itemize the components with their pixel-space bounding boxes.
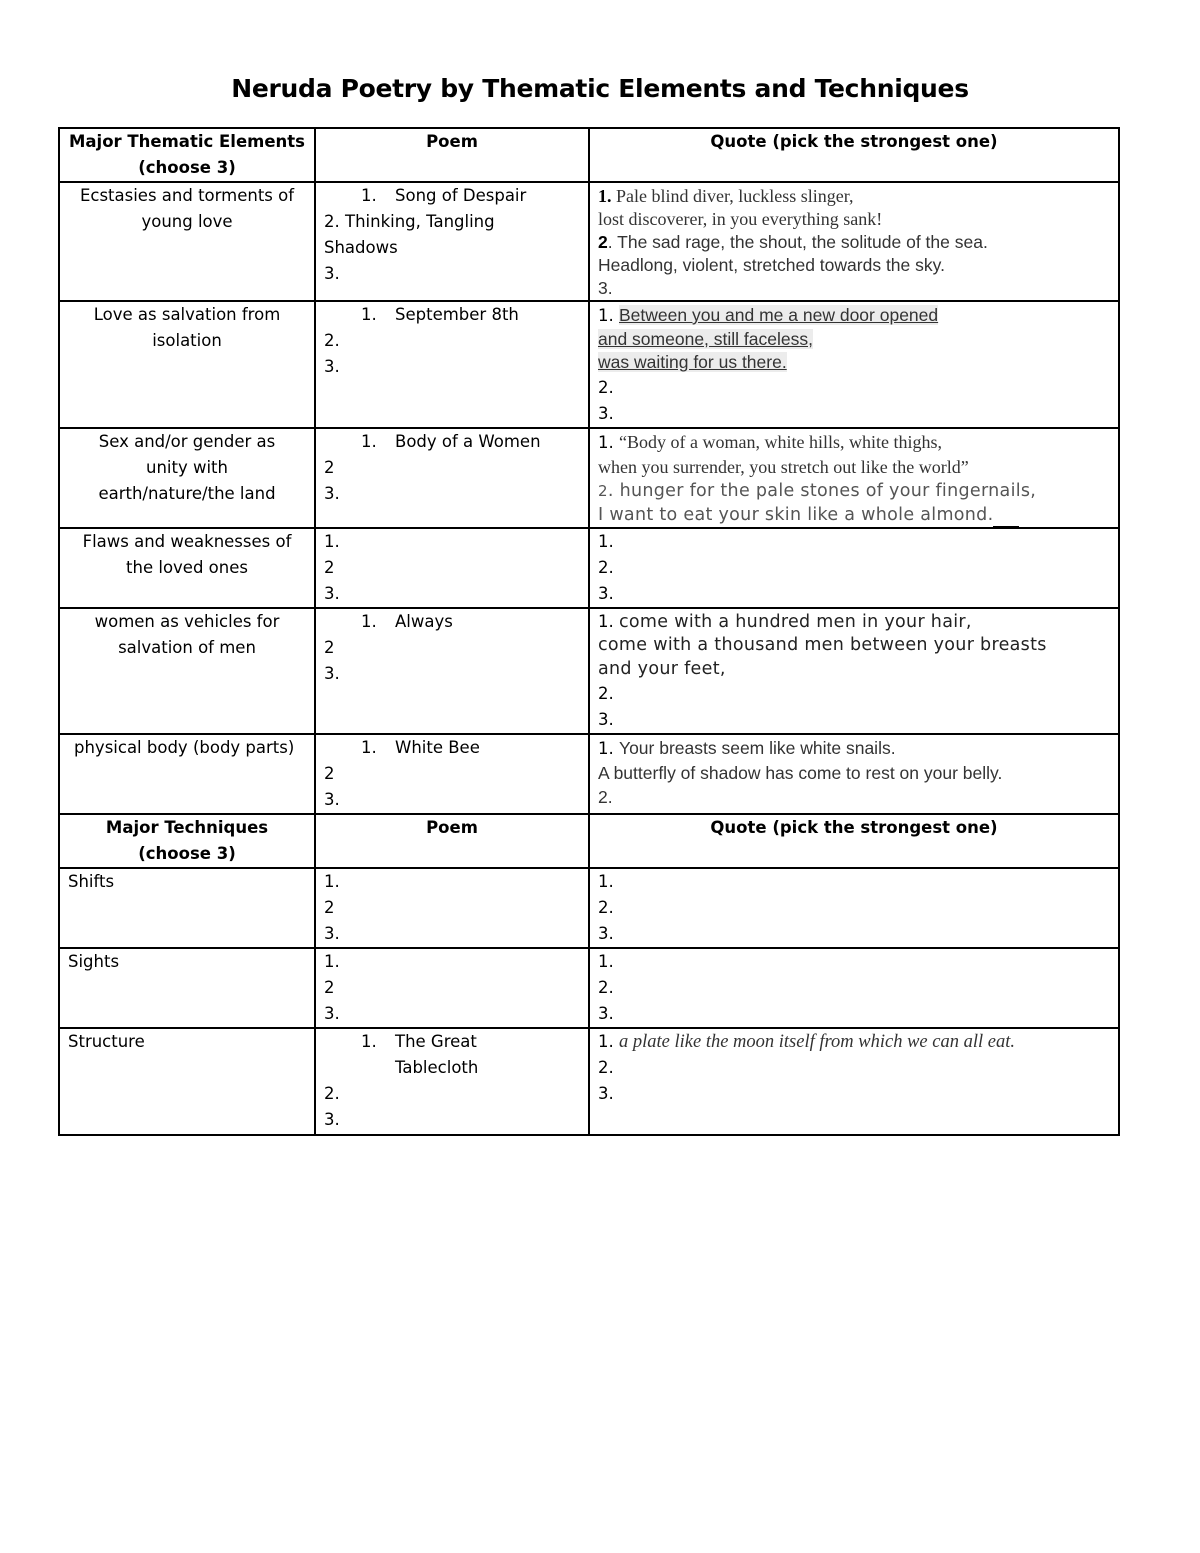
technique-cell: Structure <box>59 1028 315 1135</box>
page-title: Neruda Poetry by Thematic Elements and Techniques <box>231 74 969 103</box>
poetry-table <box>58 127 1120 1136</box>
quote-cell: 1. a plate like the moon itself from which we can all eat. 2. 3. <box>589 1028 1119 1135</box>
technique-cell: Sights <box>59 948 315 1028</box>
quote-cell: 1. Pale blind diver, luckless slinger, lost discoverer, in you everything sank! 2. The sad rage, the shout, the solitude of the sea. Headlong, violent, stretched towards the sky. 3. <box>589 182 1119 301</box>
techniques-header-row <box>59 814 1119 868</box>
poem-title: The Great <box>395 1032 477 1051</box>
theme-cell: Ecstasies and torments of young love <box>59 182 315 301</box>
header-thematic-elements: Major Thematic Elements (choose 3) <box>59 128 315 182</box>
poem-title: Always <box>395 611 453 631</box>
poem-cell: 1. Song of Despair 2. Thinking, Tangling Shadows 3. <box>315 182 589 301</box>
poem-cell: 1. 2 3. <box>315 948 589 1028</box>
theme-cell: physical body (body parts) <box>59 734 315 814</box>
table-header-row <box>59 128 1119 182</box>
header-quote: Quote (pick the strongest one) <box>589 814 1119 868</box>
theme-cell: Flaws and weaknesses of the loved ones <box>59 528 315 608</box>
poem-cell: 1. 2 3. <box>315 528 589 608</box>
table-row <box>59 948 1119 1028</box>
quote-cell: 1. Between you and me a new door opened and someone, still faceless, was waiting for us there. 2. 3. <box>589 301 1119 428</box>
quote-cell: 1. “Body of a woman, white hills, white thighs, when you surrender, you stretch out like the world” 2. hunger for the pale stones of your fingernails, I want to eat your skin like a whole almond. <box>589 428 1119 528</box>
theme-cell: Love as salvation from isolation <box>59 301 315 428</box>
quote-cell: 1. 2. 3. <box>589 528 1119 608</box>
header-quote: Quote (pick the strongest one) <box>589 128 1119 182</box>
poem-title: September 8th <box>395 305 519 324</box>
poem-cell: 1. 2 3. <box>315 868 589 948</box>
poem-title: Body of a Women <box>395 431 541 451</box>
poem-cell: 1. Always 2 3. <box>315 608 589 735</box>
table-row <box>59 1028 1119 1135</box>
quote-cell: 1. Your breasts seem like white snails. A butterfly of shadow has come to rest on your belly. 2. <box>589 734 1119 814</box>
table-row <box>59 182 1119 301</box>
table-row <box>59 528 1119 608</box>
table-row <box>59 734 1119 814</box>
table-row <box>59 608 1119 735</box>
poem-title: Song of Despair <box>395 186 527 205</box>
header-poem: Poem <box>315 128 589 182</box>
theme-cell: Sex and/or gender as unity with earth/nature/the land <box>59 428 315 528</box>
header-poem: Poem <box>315 814 589 868</box>
quote-cell: 1. 2. 3. <box>589 948 1119 1028</box>
technique-cell: Shifts <box>59 868 315 948</box>
table-row <box>59 868 1119 948</box>
poem-title: White Bee <box>395 738 480 757</box>
table-row <box>59 301 1119 428</box>
table-row <box>59 428 1119 528</box>
poem-cell: 1. White Bee 2 3. <box>315 734 589 814</box>
poem-cell: 1. September 8th 2. 3. <box>315 301 589 428</box>
theme-cell: women as vehicles for salvation of men <box>59 608 315 735</box>
poem-cell: 1. Body of a Women 2 3. <box>315 428 589 528</box>
header-major-techniques: Major Techniques (choose 3) <box>59 814 315 868</box>
quote-cell: 1. 2. 3. <box>589 868 1119 948</box>
quote-cell: 1. come with a hundred men in your hair, come with a thousand men between your breasts and your feet, 2. 3. <box>589 608 1119 735</box>
poem-cell: 1. The Great Tablecloth 2. 3. <box>315 1028 589 1135</box>
